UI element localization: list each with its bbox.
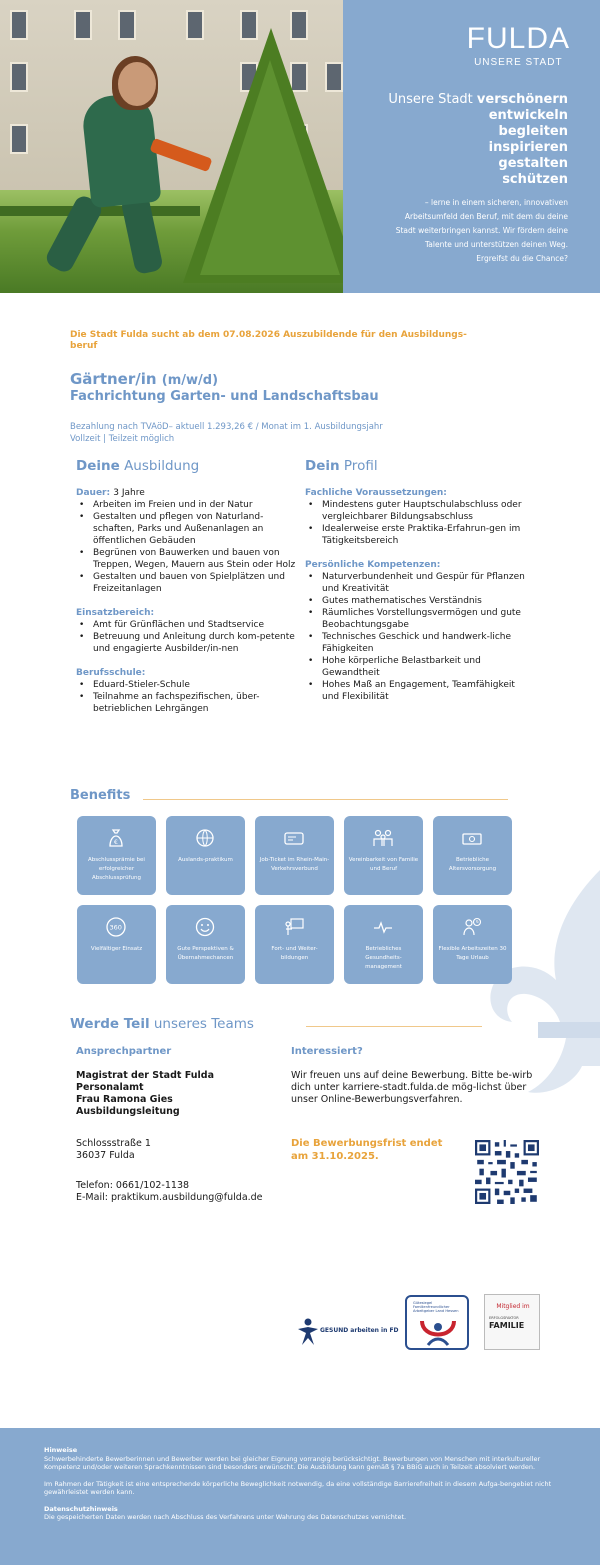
ticket-icon: [282, 826, 306, 850]
list-item: • Betreuung und Anleitung durch kom-petente und engagierte Ausbilder/in-nen: [76, 631, 296, 655]
divider: [306, 1026, 482, 1027]
hinweise-label: Hinweise: [44, 1446, 78, 1454]
list-item: • Idealerweise erste Praktika-Erfahrun-gen im Tätigkeitsbereich: [305, 523, 525, 547]
list-item: • Hohes Maß an Engagement, Teamfähigkeit und Flexibilität: [305, 679, 525, 703]
list-item: • Räumliches Vorstellungsvermögen und gute Beobachtungsgabe: [305, 607, 525, 631]
contact-heading: Ansprechpartner: [76, 1046, 172, 1057]
list-item: • Technisches Geschick und handwerk-liche Fähigkeiten: [305, 631, 525, 655]
intro-announcement: Die Stadt Fulda sucht ab dem 07.08.2026 Auszubildende für den Ausbildungs- beruf: [70, 330, 467, 351]
profil-column: [305, 458, 525, 715]
cash-icon: [460, 826, 484, 850]
hinweise-text: Schwerbehinderte Bewerberinnen und Bewerber werden bei gleicher Eignung vorrangig berücksichtigt. Bewerbungen von Menschen mit interkultureller Kompetenz und/oder weiteren Sprachkenntnissen sind besonders erwünscht. Die Ausbildung kann gemäß § 7a BBiG auch in Teilzeit absolviert werden.: [44, 1454, 541, 1471]
benefit-tile: Vereinbarkeit von Familie und Beruf: [344, 816, 423, 895]
heartbeat-icon: [371, 915, 395, 939]
phone-number: Telefon: 0661/102-1138: [76, 1180, 190, 1191]
360-icon: [104, 915, 128, 939]
divider: [143, 799, 508, 800]
benefit-tile: Gute Perspektiven & Übernahmechancen: [166, 905, 245, 984]
dauer-label: Dauer: 3 Jahre: [76, 488, 145, 498]
benefit-tile: Job-Ticket im Rhein-Main-Verkehrsverbund: [255, 816, 334, 895]
hero-banner: [0, 0, 600, 293]
benefit-tile: € Abschlussprämie bei erfolgreicher Abschlussprüfung: [77, 816, 156, 895]
list-item: • Eduard-Stieler-Schule: [76, 679, 296, 691]
person-star-icon: [296, 1317, 320, 1347]
money-bag-icon: [104, 826, 128, 850]
job-title: Gärtner/in (m/w/d): [70, 370, 219, 388]
pers-label: Persönliche Kompetenzen:: [305, 560, 441, 570]
list-item: • Naturverbundenheit und Gespür für Pflanzen und Kreativität: [305, 571, 525, 595]
pay-info: Bezahlung nach TVAöD– aktuell 1.293,26 € / Monat im 1. Ausbildungsjahr Vollzeit | Teilzeit möglich: [70, 422, 383, 444]
list-item: • Hohe körperliche Belastbarkeit und Gewandtheit: [305, 655, 525, 679]
pers-list: [305, 571, 525, 703]
fach-label: Fachliche Voraussetzungen:: [305, 488, 447, 498]
ausbildung-column: [76, 458, 296, 727]
list-item: • Gutes mathematisches Verständnis: [305, 595, 525, 607]
schule-label: Berufsschule:: [76, 668, 146, 678]
task-list: [76, 499, 296, 595]
gardener-figure: [80, 92, 161, 209]
benefits-heading: Benefits: [70, 788, 131, 803]
benefit-tile: Fort- und Weiter-bildungen: [255, 905, 334, 984]
benefit-tile: Auslands-praktikum: [166, 816, 245, 895]
einsatz-label: Einsatzbereich:: [76, 608, 155, 618]
list-item: • Gestalten und bauen von Spielplätzen und Freizeitanlagen: [76, 571, 296, 595]
guetesiegel-logo: Gütesiegel Familienfreundlicher Arbeitgeber Land Hessen: [405, 1295, 469, 1350]
list-item: • Teilnahme an fachspezifischen, über-betrieblichen Lehrgängen: [76, 691, 296, 715]
team-heading: Werde Teil unseres Teams: [70, 1016, 254, 1032]
svg-text:€: €: [114, 839, 118, 846]
contact-details: [76, 1180, 263, 1204]
benefit-tile: Flexible Arbeitszeiten 30 Tage Urlaub: [433, 905, 512, 984]
fulda-logo: FULDA UNSERE STADT: [466, 22, 570, 68]
list-item: • Gestalten und pflegen von Naturland-schaften, Parks und Außenanlagen an öffentlichen Gebäuden: [76, 511, 296, 547]
einsatz-list: [76, 619, 296, 655]
hero-panel: [343, 0, 600, 293]
erfolgsfaktor-familie-logo: Mitglied im ERFOLGSFAKTOR FAMILIE: [484, 1294, 540, 1350]
datenschutz-text: Die gespeicherten Daten werden nach Abschluss des Verfahrens unter Wahrung des Datenschutzes vernichtet.: [44, 1513, 407, 1521]
presentation-icon: [282, 915, 306, 939]
contact-block: Magistrat der Stadt Fulda Personalamt Frau Ramona Gies Ausbildungsleitung: [76, 1070, 214, 1117]
application-deadline: Die Bewerbungsfrist endet am 31.10.2025.: [291, 1138, 443, 1162]
email-link[interactable]: E-Mail: praktikum.ausbildung@fulda.de: [76, 1192, 263, 1203]
hinweise-text: Im Rahmen der Tätigkeit ist eine entsprechende körperliche Beweglichkeit notwendig, da eine vollständige Barrierefreiheit in diesem Aufga-bengebiet nicht gewährleistet werden kann.: [44, 1479, 552, 1496]
benefit-tile: 360 Vielfältiger Einsatz: [77, 905, 156, 984]
seal-emblem-icon: [418, 1317, 458, 1347]
globe-icon: [193, 826, 217, 850]
list-item: • Amt für Grünflächen und Stadtservice: [76, 619, 296, 631]
hero-photo: [0, 0, 343, 293]
benefit-tile: Betriebliche Altersvorsorgung: [433, 816, 512, 895]
profil-heading: Dein Profil: [305, 458, 378, 474]
schule-list: [76, 679, 296, 715]
ausbildung-heading: Deine Ausbildung: [76, 458, 200, 474]
qr-code[interactable]: [475, 1140, 539, 1204]
interest-heading: Interessiert?: [291, 1046, 363, 1057]
hero-text: – lerne in einem sicheren, innovativen Arbeitsumfeld den Beruf, mit dem du deine Stadt weiterbringen kannst. Wir fördern deine Talente und unterstützen deinen Weg. Ergreifst du die Chance?: [395, 198, 568, 263]
gesund-arbeiten-logo: GESUND arbeiten in FD: [296, 1317, 396, 1347]
footer-notes: [0, 1428, 600, 1565]
clock-person-icon: [460, 915, 484, 939]
fach-list: [305, 499, 525, 547]
hero-tagline: Unsere Stadt verschönern entwickeln begleiten inspirieren gestalten schützen: [388, 92, 568, 187]
job-subtitle: Fachrichtung Garten- und Landschaftsbau: [70, 389, 379, 404]
svg-text:360: 360: [109, 923, 122, 932]
list-item: • Begrünen von Bauwerken und bauen von Treppen, Wegen, Mauern aus Stein oder Holz: [76, 547, 296, 571]
list-item: • Arbeiten im Freien und in der Natur: [76, 499, 296, 511]
datenschutz-label: Datenschutzhinweis: [44, 1504, 118, 1513]
contact-address: Schlossstraße 1 36037 Fulda: [76, 1138, 151, 1161]
interest-text: Wir freuen uns auf deine Bewerbung. Bitte be-wirb dich unter karriere-stadt.fulda.de mög-lichst über unser Online-Bewerbungsverfahren.: [291, 1070, 533, 1105]
benefit-tile: Betriebliches Gesundheits-management: [344, 905, 423, 984]
family-icon: [371, 826, 395, 850]
smile-icon: [193, 915, 217, 939]
list-item: • Mindestens guter Hauptschulabschluss oder vergleichbarer Bildungsabschluss: [305, 499, 525, 523]
